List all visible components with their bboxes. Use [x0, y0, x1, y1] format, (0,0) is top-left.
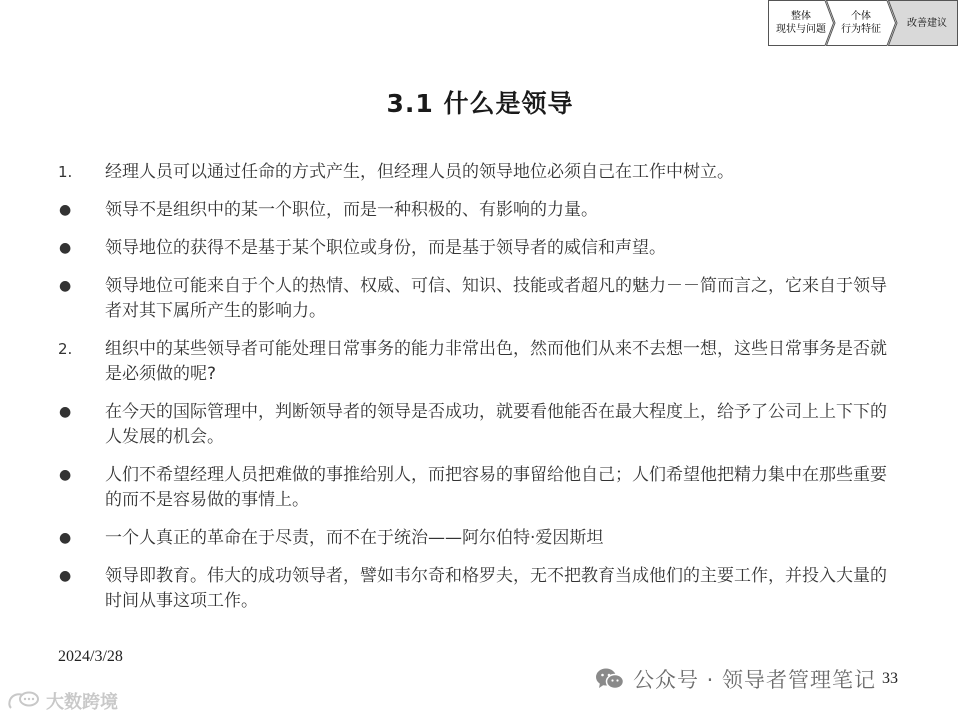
chat-bubble-icon [8, 690, 44, 712]
list-item [58, 400, 903, 450]
bullet-marker: ● [59, 530, 72, 546]
list-item [58, 564, 903, 614]
list-item [58, 160, 903, 185]
tab-label: 改善建议 [907, 17, 947, 29]
list-item [58, 274, 903, 324]
list-item [58, 236, 903, 261]
number-marker: 2. [58, 340, 73, 358]
section-nav [768, 0, 958, 46]
list-item-text: 领导即教育。伟大的成功领导者，譬如韦尔奇和格罗夫，无不把教育当成他们的主要工作，并投入大量的时间从事这项工作。 [105, 566, 887, 611]
list-item [58, 463, 903, 513]
bullet-marker: ● [59, 240, 72, 256]
slide-title: 3.1 什么是领导 [386, 89, 574, 118]
list-item [58, 198, 903, 223]
bullet-marker: ● [59, 568, 72, 584]
tab-overall-status[interactable] [768, 0, 834, 46]
page-number: 33 [882, 670, 898, 687]
bullet-marker: ● [59, 278, 72, 294]
list-item-text: 经理人员可以通过任命的方式产生，但经理人员的领导地位必须自己在工作中树立。 [105, 162, 734, 182]
list-item-text: 一个人真正的革命在于尽责，而不在于统治——阿尔伯特·爱因斯坦 [105, 528, 604, 548]
wechat-icon [595, 667, 625, 691]
tab-improvement-suggestions[interactable] [888, 0, 958, 46]
list-item-text: 人们不希望经理人员把难做的事推给别人，而把容易的事留给他自己；人们希望他把精力集中在那些重要的而不是容易做的事情上。 [105, 465, 887, 510]
list-item-text: 组织中的某些领导者可能处理日常事务的能力非常出色，然而他们从来不去想一想，这些日常事务是否就是必须做的呢? [105, 339, 887, 384]
list-item [58, 337, 903, 387]
list-item-text: 领导不是组织中的某一个职位，而是一种积极的、有影响的力量。 [105, 200, 598, 220]
bullet-marker: ● [59, 404, 72, 420]
tab-label: 整体 现状与问题 [776, 11, 826, 35]
slide-body [58, 160, 903, 627]
list-item-text: 在今天的国际管理中，判断领导者的领导是否成功，就要看他能否在最大程度上，给予了公司上上下下的人发展的机会。 [105, 402, 887, 447]
list-item-text: 领导地位的获得不是基于某个职位或身份，而是基于领导者的威信和声望。 [105, 238, 666, 258]
list-item [58, 526, 903, 551]
wechat-account-text: 公众号 · 领导者管理笔记 [633, 668, 877, 692]
tab-label: 个体 行为特征 [841, 11, 881, 35]
list-item-text: 领导地位可能来自于个人的热情、权威、可信、知识、技能或者超凡的魅力－－简而言之，它来自于领导者对其下属所产生的影响力。 [105, 276, 887, 321]
tab-individual-behavior[interactable] [826, 0, 896, 46]
slide-date: 2024/3/28 [58, 648, 123, 665]
bullet-marker: ● [59, 202, 72, 218]
watermark [8, 688, 118, 714]
number-marker: 1. [58, 163, 73, 181]
watermark-text: 大数跨境 [46, 692, 118, 713]
wechat-account-label [595, 664, 876, 694]
bullet-marker: ● [59, 467, 72, 483]
